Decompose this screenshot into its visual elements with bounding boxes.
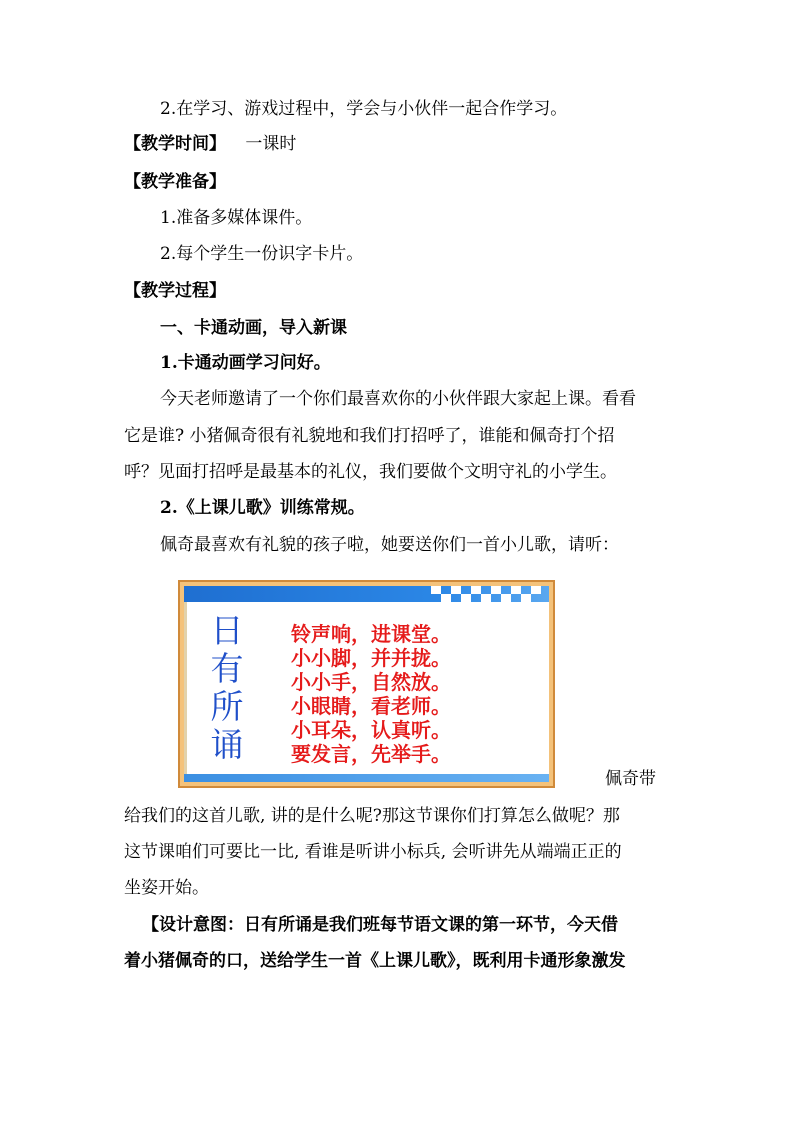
slide-vertical-title [207,612,247,764]
teaching-time-value: 一课时 [245,134,297,154]
design-intent-line-1: 【设计意图：日有所诵是我们班每节语文课的第一环节，今天借 [142,915,618,935]
slide-content-panel [184,602,549,774]
prep-item-2: 2.每个学生一份识字卡片。 [160,244,364,264]
paragraph-1-line-2: 它是谁? 小猪佩奇很有礼貌地和我们打招呼了，谁能和佩奇打个招 [124,426,615,446]
step-2-heading: 2.《上课儿歌》训练常规。 [160,498,365,518]
slide-bottom-bar [184,774,549,782]
poem-line-3: 小小手，自然放。 [291,670,451,694]
paragraph-1-line-3: 呼？见面打招呼是最基本的礼仪，我们要做个文明守礼的小学生。 [124,462,617,482]
paragraph-3-line-3: 坐姿开始。 [124,878,209,898]
title-char-3: 所 [210,687,244,726]
poem-line-5: 小耳朵，认真听。 [291,718,451,742]
design-intent-line-2: 着小猪佩奇的口，送给学生一首《上课儿歌》，既利用卡通形象激发 [124,951,626,971]
poem-slide-image [178,580,555,788]
teaching-time-label: 【教学时间】 [124,134,226,154]
poem-line-2: 小小脚，并并拢。 [291,646,451,670]
teaching-prep-label: 【教学准备】 [124,172,226,192]
slide-top-bar [184,586,549,602]
poem-line-1: 铃声响，进课堂。 [291,622,451,646]
checker-decoration [431,586,541,602]
poem-line-4: 小眼睛，看老师。 [291,694,451,718]
teaching-time-row [124,132,296,156]
poem-line-6: 要发言，先举手。 [291,742,451,766]
title-char-1: 日 [210,611,244,650]
poem-lines [291,622,451,766]
prep-item-1: 1.准备多媒体课件。 [160,208,313,228]
section-1-heading: 一、卡通动画，导入新课 [160,318,347,338]
after-picture-text: 佩奇带 [605,769,656,789]
paragraph-3-line-2: 这节课咱们可要比一比, 看谁是听讲小标兵, 会听讲先从端端正正的 [124,842,622,862]
title-char-4: 诵 [210,725,244,764]
paragraph-1-line-1: 今天老师邀请了一个你们最喜欢你的小伙伴跟大家起上课。看看 [160,389,636,409]
step-1-heading: 1.卡通动画学习问好。 [160,353,331,373]
paragraph-3-line-1: 给我们的这首儿歌, 讲的是什么呢?那这节课你们打算怎么做呢？那 [124,806,620,826]
goal-item-2: 2.在学习、游戏过程中，学会与小伙伴一起合作学习。 [160,99,568,119]
paragraph-2: 佩奇最喜欢有礼貌的孩子啦，她要送你们一首小儿歌，请听： [160,535,619,555]
title-char-2: 有 [210,649,244,688]
teaching-process-label: 【教学过程】 [124,281,226,301]
